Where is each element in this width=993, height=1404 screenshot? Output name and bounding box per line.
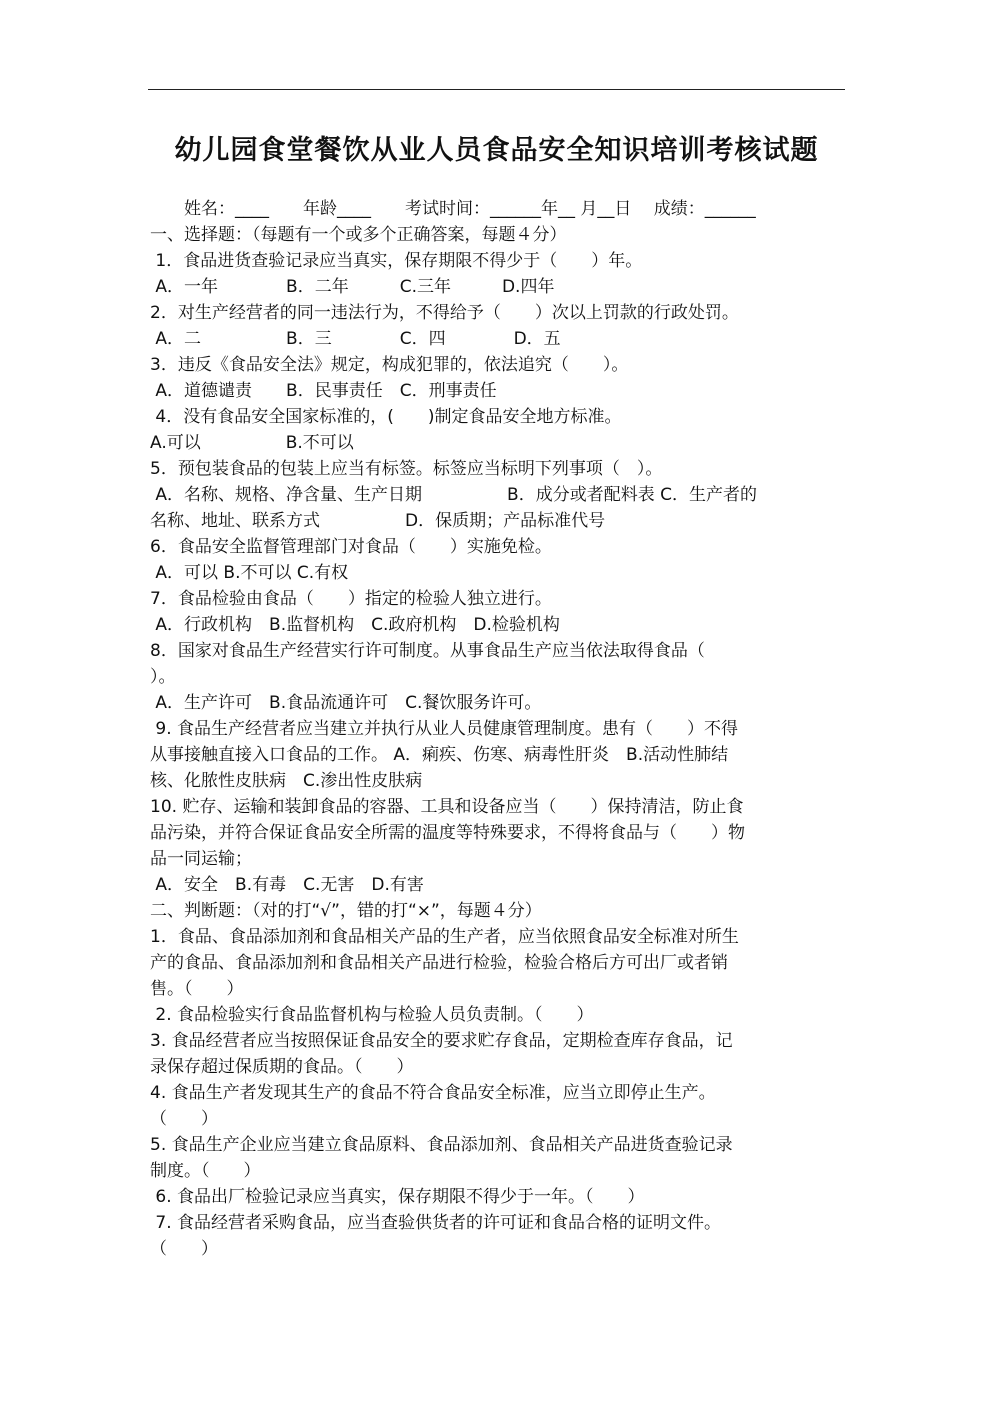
text-line: 7. 食品经营者采购食品，应当查验供货者的许可证和食品合格的证明文件。 (150, 1213, 722, 1233)
exam-info-line: 姓名：____ 年龄____ 考试时间：______年__ 月__日 成绩：______ (150, 199, 756, 219)
text-line: 一、选择题：（每题有一个或多个正确答案，每题４分） (150, 225, 567, 245)
text-line: （ ） (150, 1109, 218, 1129)
text-line: A．安全 B.有毒 C.无害 D.有害 (150, 875, 424, 895)
text-line: 10. 贮存、运输和装卸食品的容器、工具和设备应当（ ）保持清洁，防止食 (150, 797, 744, 817)
text-line: 5．预包装食品的包装上应当有标签。标签应当标明下列事项（ ）。 (150, 459, 663, 479)
text-line: 二、判断题：（对的打“√”，错的打“×”，每题４分） (150, 901, 542, 921)
text-line: 品一同运输； (150, 849, 252, 869)
text-line: A．道德谴责 B．民事责任 C．刑事责任 (150, 381, 497, 401)
text-line: 2．对生产经营者的同一违法行为，不得给予（ ）次以上罚款的行政处罚。 (150, 303, 739, 323)
text-line: 8．国家对食品生产经营实行许可制度。从事食品生产应当依法取得食品（ (150, 641, 705, 661)
text-line: A．生产许可 B.食品流通许可 C.餐饮服务许可。 (150, 693, 542, 713)
text-line: 产的食品、食品添加剂和食品相关产品进行检验，检验合格后方可出厂或者销 (150, 953, 728, 973)
text-line: 3．违反《食品安全法》规定，构成犯罪的，依法追究（ ）。 (150, 355, 629, 375)
text-line: ）。 (150, 667, 176, 687)
text-line: 核、化脓性皮肤病 C.渗出性皮肤病 (150, 771, 423, 791)
text-line: A．行政机构 B.监督机构 C.政府机构 D.检验机构 (150, 615, 560, 635)
header-rule (148, 89, 845, 90)
exam-content (150, 196, 845, 1262)
text-line: 名称、地址、联系方式 D．保质期；产品标准代号 (150, 511, 606, 531)
text-line: 4．没有食品安全国家标准的，( )制定食品安全地方标准。 (150, 407, 622, 427)
text-line: A．可以 B.不可以 C.有权 (150, 563, 349, 583)
text-line: A.可以 B.不可以 (150, 433, 354, 453)
text-line: 9. 食品生产经营者应当建立并执行从业人员健康管理制度。患有（ ）不得 (150, 719, 739, 739)
text-line: 6．食品安全监督管理部门对食品（ ）实施免检。 (150, 537, 552, 557)
text-line: A．二 B．三 C．四 D．五 (150, 329, 561, 349)
text-line: 1．食品进货查验记录应当真实，保存期限不得少于（ ）年。 (150, 251, 643, 271)
text-line: 3. 食品经营者应当按照保证食品安全的要求贮存食品，定期检查库存食品，记 (150, 1031, 733, 1051)
text-line: A．名称、规格、净含量、生产日期 B．成分或者配料表 C．生产者的 (150, 485, 757, 505)
text-line: 5. 食品生产企业应当建立食品原料、食品添加剂、食品相关产品进货查验记录 (150, 1135, 733, 1155)
text-line: 4. 食品生产者发现其生产的食品不符合食品安全标准，应当立即停止生产。 (150, 1083, 716, 1103)
document-title: 幼儿园食堂餐饮从业人员食品安全知识培训考核试题 (174, 135, 819, 166)
text-line: 从事接触直接入口食品的工作。 A．痢疾、伤寒、病毒性肝炎 B.活动性肺结 (150, 745, 729, 765)
text-line: 品污染，并符合保证食品安全所需的温度等特殊要求，不得将食品与（ ）物 (150, 823, 745, 843)
text-line: （ ） (150, 1239, 218, 1259)
text-line: 制度。（ ） (150, 1161, 261, 1181)
text-line: 1．食品、食品添加剂和食品相关产品的生产者，应当依照食品安全标准对所生 (150, 927, 739, 947)
text-line: 7．食品检验由食品（ ）指定的检验人独立进行。 (150, 589, 552, 609)
text-line: 录保存超过保质期的食品。（ ） (150, 1057, 414, 1077)
text-line: 售。（ ） (150, 979, 244, 999)
question-lines (150, 222, 845, 1262)
text-line: 6. 食品出厂检验记录应当真实，保存期限不得少于一年。（ ） (150, 1187, 645, 1207)
text-line: A．一年 B．二年 C.三年 D.四年 (150, 277, 555, 297)
text-line: 2. 食品检验实行食品监督机构与检验人员负责制。（ ） (150, 1005, 594, 1025)
